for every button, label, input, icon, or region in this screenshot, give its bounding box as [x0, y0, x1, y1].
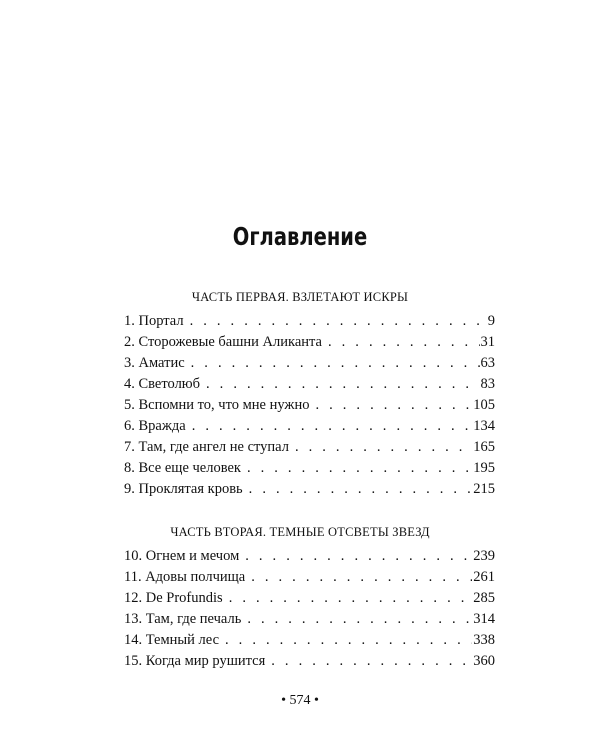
toc-leader-dots: [295, 437, 472, 458]
toc-leader-dots: [251, 567, 472, 588]
toc-entry-page: 261: [473, 569, 495, 585]
toc-entry-title: 14. Темный лес: [124, 632, 220, 648]
page-title: Оглавление: [232, 222, 368, 251]
toc-entry-page: 195: [473, 460, 495, 476]
toc-leader-dots: [249, 479, 473, 500]
toc-entry: [124, 479, 495, 500]
toc-leader-dots: [229, 588, 473, 609]
toc-entry: [124, 416, 495, 437]
toc-leader-dots: [245, 546, 472, 567]
toc-entry: [124, 567, 495, 588]
part-one-heading: ЧАСТЬ ПЕРВАЯ. ВЗЛЕТАЮТ ИСКРЫ: [191, 290, 409, 304]
toc-entry: [124, 609, 495, 630]
toc-entry-page: 215: [473, 481, 495, 497]
page-number: • 574 •: [281, 693, 319, 708]
toc-entry-title: 7. Там, где ангел не ступал: [124, 439, 289, 455]
toc-entry-title: 4. Светолюб: [124, 376, 201, 392]
toc-entry-title: 12. De Profundis: [124, 590, 223, 606]
toc-entry: [124, 311, 495, 332]
toc-entry-title: 15. Когда мир рушится: [124, 653, 266, 669]
toc-leader-dots: [206, 374, 479, 395]
toc-entry-title: 10. Огнем и мечом: [124, 548, 240, 564]
toc-entry-page: 285: [473, 590, 495, 606]
part-two-toc-list: [124, 546, 495, 672]
toc-entry: [124, 546, 495, 567]
toc-entry: [124, 395, 495, 416]
toc-entry-page: 105: [473, 397, 495, 413]
toc-entry: [124, 651, 495, 672]
toc-entry-page: 338: [473, 632, 495, 648]
toc-entry-title: 2. Сторожевые башни Аликанта: [124, 334, 322, 350]
toc-entry-title: 11. Адовы полчища: [124, 569, 246, 585]
toc-entry-page: 63: [480, 355, 495, 371]
toc-entry-title: 13. Там, где печаль: [124, 611, 242, 627]
toc-entry: [124, 332, 495, 353]
toc-entry-page: 360: [473, 653, 495, 669]
toc-entry: [124, 437, 495, 458]
toc-leader-dots: [192, 416, 473, 437]
toc-entry-title: 5. Вспомни то, что мне нужно: [124, 397, 310, 413]
toc-leader-dots: [328, 332, 480, 353]
toc-entry-page: 165: [473, 439, 495, 455]
toc-entry-title: 9. Проклятая кровь: [124, 481, 243, 497]
toc-leader-dots: [191, 353, 480, 374]
toc-entry: [124, 458, 495, 479]
toc-entry-page: 9: [487, 313, 495, 329]
toc-entry-page: 314: [473, 611, 495, 627]
toc-entry-page: 239: [473, 548, 495, 564]
toc-entry-page: 83: [480, 376, 495, 392]
toc-leader-dots: [247, 458, 472, 479]
toc-leader-dots: [247, 609, 472, 630]
toc-entry-title: 1. Портал: [124, 313, 184, 329]
toc-entry: [124, 353, 495, 374]
toc-entry-page: 134: [473, 418, 495, 434]
toc-entry-title: 3. Аматис: [124, 355, 185, 371]
toc-entry-title: 8. Все еще человек: [124, 460, 241, 476]
part-one-toc-list: [124, 311, 495, 500]
toc-entry-page: 31: [480, 334, 495, 350]
toc-entry-title: 6. Вражда: [124, 418, 186, 434]
part-two-heading: ЧАСТЬ ВТОРАЯ. ТЕМНЫЕ ОТСВЕТЫ ЗВЕЗД: [170, 525, 430, 539]
toc-leader-dots: [190, 311, 487, 332]
toc-entry: [124, 374, 495, 395]
toc-entry: [124, 588, 495, 609]
toc-entry: [124, 630, 495, 651]
toc-leader-dots: [271, 651, 472, 672]
toc-leader-dots: [225, 630, 472, 651]
toc-leader-dots: [315, 395, 472, 416]
